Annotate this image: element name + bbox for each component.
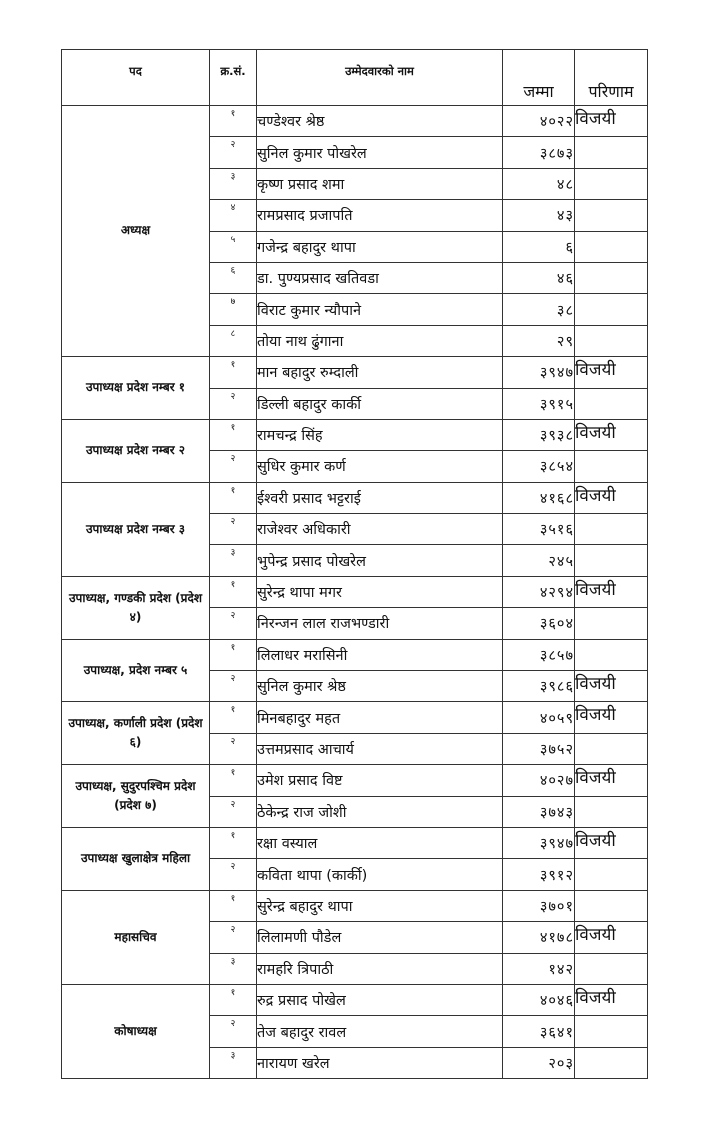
vote-count: ३९१२ <box>503 859 575 890</box>
candidate-name: सुरेन्द्र बहादुर थापा <box>257 890 503 921</box>
result-status <box>575 953 648 984</box>
vote-count: १४२ <box>503 953 575 984</box>
header-total-votes: जम्मा <box>503 50 575 106</box>
vote-count: २४५ <box>503 545 575 576</box>
vote-count: ४०२२ <box>503 106 575 137</box>
candidate-name: सुनिल कुमार श्रेष्ठ <box>257 671 503 702</box>
result-status: विजयी <box>575 419 648 450</box>
result-status <box>575 262 648 293</box>
serial-number: २ <box>210 514 257 545</box>
results-body <box>62 106 648 1079</box>
result-status <box>575 325 648 356</box>
candidate-name: सुनिल कुमार पोखरेल <box>257 137 503 168</box>
candidate-name: नारायण खरेल <box>257 1047 503 1078</box>
serial-number: २ <box>210 451 257 482</box>
table-row <box>62 984 648 1015</box>
result-status <box>575 451 648 482</box>
post-title: उपाध्यक्ष, सुदुरपश्चिम प्रदेश (प्रदेश ७) <box>62 765 210 828</box>
candidate-name: मान बहादुर रुम्दाली <box>257 357 503 388</box>
serial-number: १ <box>210 419 257 450</box>
vote-count: ४०५९ <box>503 702 575 733</box>
serial-number: २ <box>210 733 257 764</box>
serial-number: १ <box>210 639 257 670</box>
result-status: विजयी <box>575 482 648 513</box>
vote-count: ४०४६ <box>503 984 575 1015</box>
candidate-name: ठेकेन्द्र राज जोशी <box>257 796 503 827</box>
vote-count: ४६ <box>503 262 575 293</box>
table-row <box>62 576 648 607</box>
candidate-name: गजेन्द्र बहादुर थापा <box>257 231 503 262</box>
header-post: पद <box>62 50 210 106</box>
vote-count: ३५१६ <box>503 514 575 545</box>
serial-number: २ <box>210 137 257 168</box>
vote-count: २०३ <box>503 1047 575 1078</box>
table-row <box>62 890 648 921</box>
post-title: उपाध्यक्ष प्रदेश नम्बर ३ <box>62 482 210 576</box>
vote-count: ३६४१ <box>503 1016 575 1047</box>
table-row <box>62 702 648 733</box>
election-results-table <box>61 49 648 1079</box>
result-status <box>575 796 648 827</box>
header-row <box>62 50 648 106</box>
serial-number: ७ <box>210 294 257 325</box>
candidate-name: रक्षा वस्याल <box>257 827 503 858</box>
result-status <box>575 890 648 921</box>
serial-number: १ <box>210 106 257 137</box>
vote-count: ४२९४ <box>503 576 575 607</box>
result-status <box>575 1016 648 1047</box>
table-row <box>62 639 648 670</box>
post-title: उपाध्यक्ष, कर्णाली प्रदेश (प्रदेश ६) <box>62 702 210 765</box>
candidate-name: चण्डेश्वर श्रेष्ठ <box>257 106 503 137</box>
candidate-name: तेज बहादुर रावल <box>257 1016 503 1047</box>
vote-count: ३९४७ <box>503 827 575 858</box>
serial-number: २ <box>210 922 257 953</box>
post-title: उपाध्यक्ष, प्रदेश नम्बर ५ <box>62 639 210 702</box>
vote-count: ३९८६ <box>503 671 575 702</box>
vote-count: ३९१५ <box>503 388 575 419</box>
post-title: उपाध्यक्ष प्रदेश नम्बर २ <box>62 419 210 482</box>
candidate-name: उमेश प्रसाद विष्ट <box>257 765 503 796</box>
result-status: विजयी <box>575 576 648 607</box>
post-title: कोषाध्यक्ष <box>62 984 210 1078</box>
candidate-name: लिलाधर मरासिनी <box>257 639 503 670</box>
post-title: महासचिव <box>62 890 210 984</box>
table-row <box>62 106 648 137</box>
result-status: विजयी <box>575 106 648 137</box>
vote-count: ४०२७ <box>503 765 575 796</box>
result-status <box>575 200 648 231</box>
candidate-name: डा. पुण्यप्रसाद खतिवडा <box>257 262 503 293</box>
result-status <box>575 608 648 639</box>
candidate-name: भुपेन्द्र प्रसाद पोखरेल <box>257 545 503 576</box>
candidate-name: निरन्जन लाल राजभण्डारी <box>257 608 503 639</box>
serial-number: १ <box>210 357 257 388</box>
result-status <box>575 137 648 168</box>
candidate-name: कृष्ण प्रसाद शमा <box>257 168 503 199</box>
vote-count: ३७४३ <box>503 796 575 827</box>
serial-number: १ <box>210 984 257 1015</box>
serial-number: २ <box>210 388 257 419</box>
result-status: विजयी <box>575 765 648 796</box>
header-candidate-name: उम्मेदवारको नाम <box>257 50 503 106</box>
serial-number: १ <box>210 827 257 858</box>
serial-number: २ <box>210 1016 257 1047</box>
result-status: विजयी <box>575 357 648 388</box>
result-status <box>575 639 648 670</box>
serial-number: ४ <box>210 200 257 231</box>
result-status <box>575 168 648 199</box>
vote-count: ३९४७ <box>503 357 575 388</box>
post-title: उपाध्यक्ष प्रदेश नम्बर १ <box>62 357 210 420</box>
serial-number: १ <box>210 576 257 607</box>
vote-count: ३८५७ <box>503 639 575 670</box>
candidate-name: रामहरि त्रिपाठी <box>257 953 503 984</box>
result-status <box>575 733 648 764</box>
serial-number: १ <box>210 702 257 733</box>
result-status <box>575 388 648 419</box>
vote-count: ३८५४ <box>503 451 575 482</box>
post-title: उपाध्यक्ष, गण्डकी प्रदेश (प्रदेश ४) <box>62 576 210 639</box>
serial-number: ३ <box>210 168 257 199</box>
vote-count: ६ <box>503 231 575 262</box>
vote-count: ३६०४ <box>503 608 575 639</box>
serial-number: २ <box>210 859 257 890</box>
vote-count: ३७०१ <box>503 890 575 921</box>
vote-count: ३८७३ <box>503 137 575 168</box>
candidate-name: रामचन्द्र सिंह <box>257 419 503 450</box>
post-title: उपाध्यक्ष खुलाक्षेत्र महिला <box>62 827 210 890</box>
candidate-name: विराट कुमार न्यौपाने <box>257 294 503 325</box>
candidate-name: रुद्र प्रसाद पोखेल <box>257 984 503 1015</box>
result-status: विजयी <box>575 702 648 733</box>
serial-number: २ <box>210 671 257 702</box>
result-status <box>575 545 648 576</box>
result-status <box>575 294 648 325</box>
table-row <box>62 482 648 513</box>
vote-count: २९ <box>503 325 575 356</box>
candidate-name: रामप्रसाद प्रजापति <box>257 200 503 231</box>
serial-number: ८ <box>210 325 257 356</box>
table-row <box>62 765 648 796</box>
vote-count: ४१६८ <box>503 482 575 513</box>
result-status <box>575 231 648 262</box>
result-status <box>575 1047 648 1078</box>
vote-count: ३९३८ <box>503 419 575 450</box>
result-status <box>575 514 648 545</box>
vote-count: ३७५२ <box>503 733 575 764</box>
serial-number: ५ <box>210 231 257 262</box>
serial-number: ३ <box>210 953 257 984</box>
serial-number: २ <box>210 608 257 639</box>
candidate-name: सुधिर कुमार कर्ण <box>257 451 503 482</box>
candidate-name: डिल्ली बहादुर कार्की <box>257 388 503 419</box>
vote-count: ४१७८ <box>503 922 575 953</box>
result-status: विजयी <box>575 984 648 1015</box>
candidate-name: सुरेन्द्र थापा मगर <box>257 576 503 607</box>
candidate-name: ईश्वरी प्रसाद भट्टराई <box>257 482 503 513</box>
candidate-name: कविता थापा (कार्की) <box>257 859 503 890</box>
vote-count: ४८ <box>503 168 575 199</box>
table-row <box>62 419 648 450</box>
serial-number: ३ <box>210 545 257 576</box>
candidate-name: लिलामणी पौडेल <box>257 922 503 953</box>
vote-count: ४३ <box>503 200 575 231</box>
header-result: परिणाम <box>575 50 648 106</box>
result-status: विजयी <box>575 922 648 953</box>
table-row <box>62 357 648 388</box>
candidate-name: राजेश्वर अधिकारी <box>257 514 503 545</box>
candidate-name: तोया नाथ ढुंगाना <box>257 325 503 356</box>
candidate-name: उत्तमप्रसाद आचार्य <box>257 733 503 764</box>
serial-number: ६ <box>210 262 257 293</box>
vote-count: ३८ <box>503 294 575 325</box>
table-row <box>62 827 648 858</box>
result-status: विजयी <box>575 671 648 702</box>
serial-number: १ <box>210 482 257 513</box>
serial-number: ३ <box>210 1047 257 1078</box>
post-title: अध्यक्ष <box>62 106 210 357</box>
result-status: विजयी <box>575 827 648 858</box>
header-serial-number: क्र.सं. <box>210 50 257 106</box>
result-status <box>575 859 648 890</box>
serial-number: १ <box>210 890 257 921</box>
candidate-name: मिनबहादुर महत <box>257 702 503 733</box>
serial-number: २ <box>210 796 257 827</box>
serial-number: १ <box>210 765 257 796</box>
